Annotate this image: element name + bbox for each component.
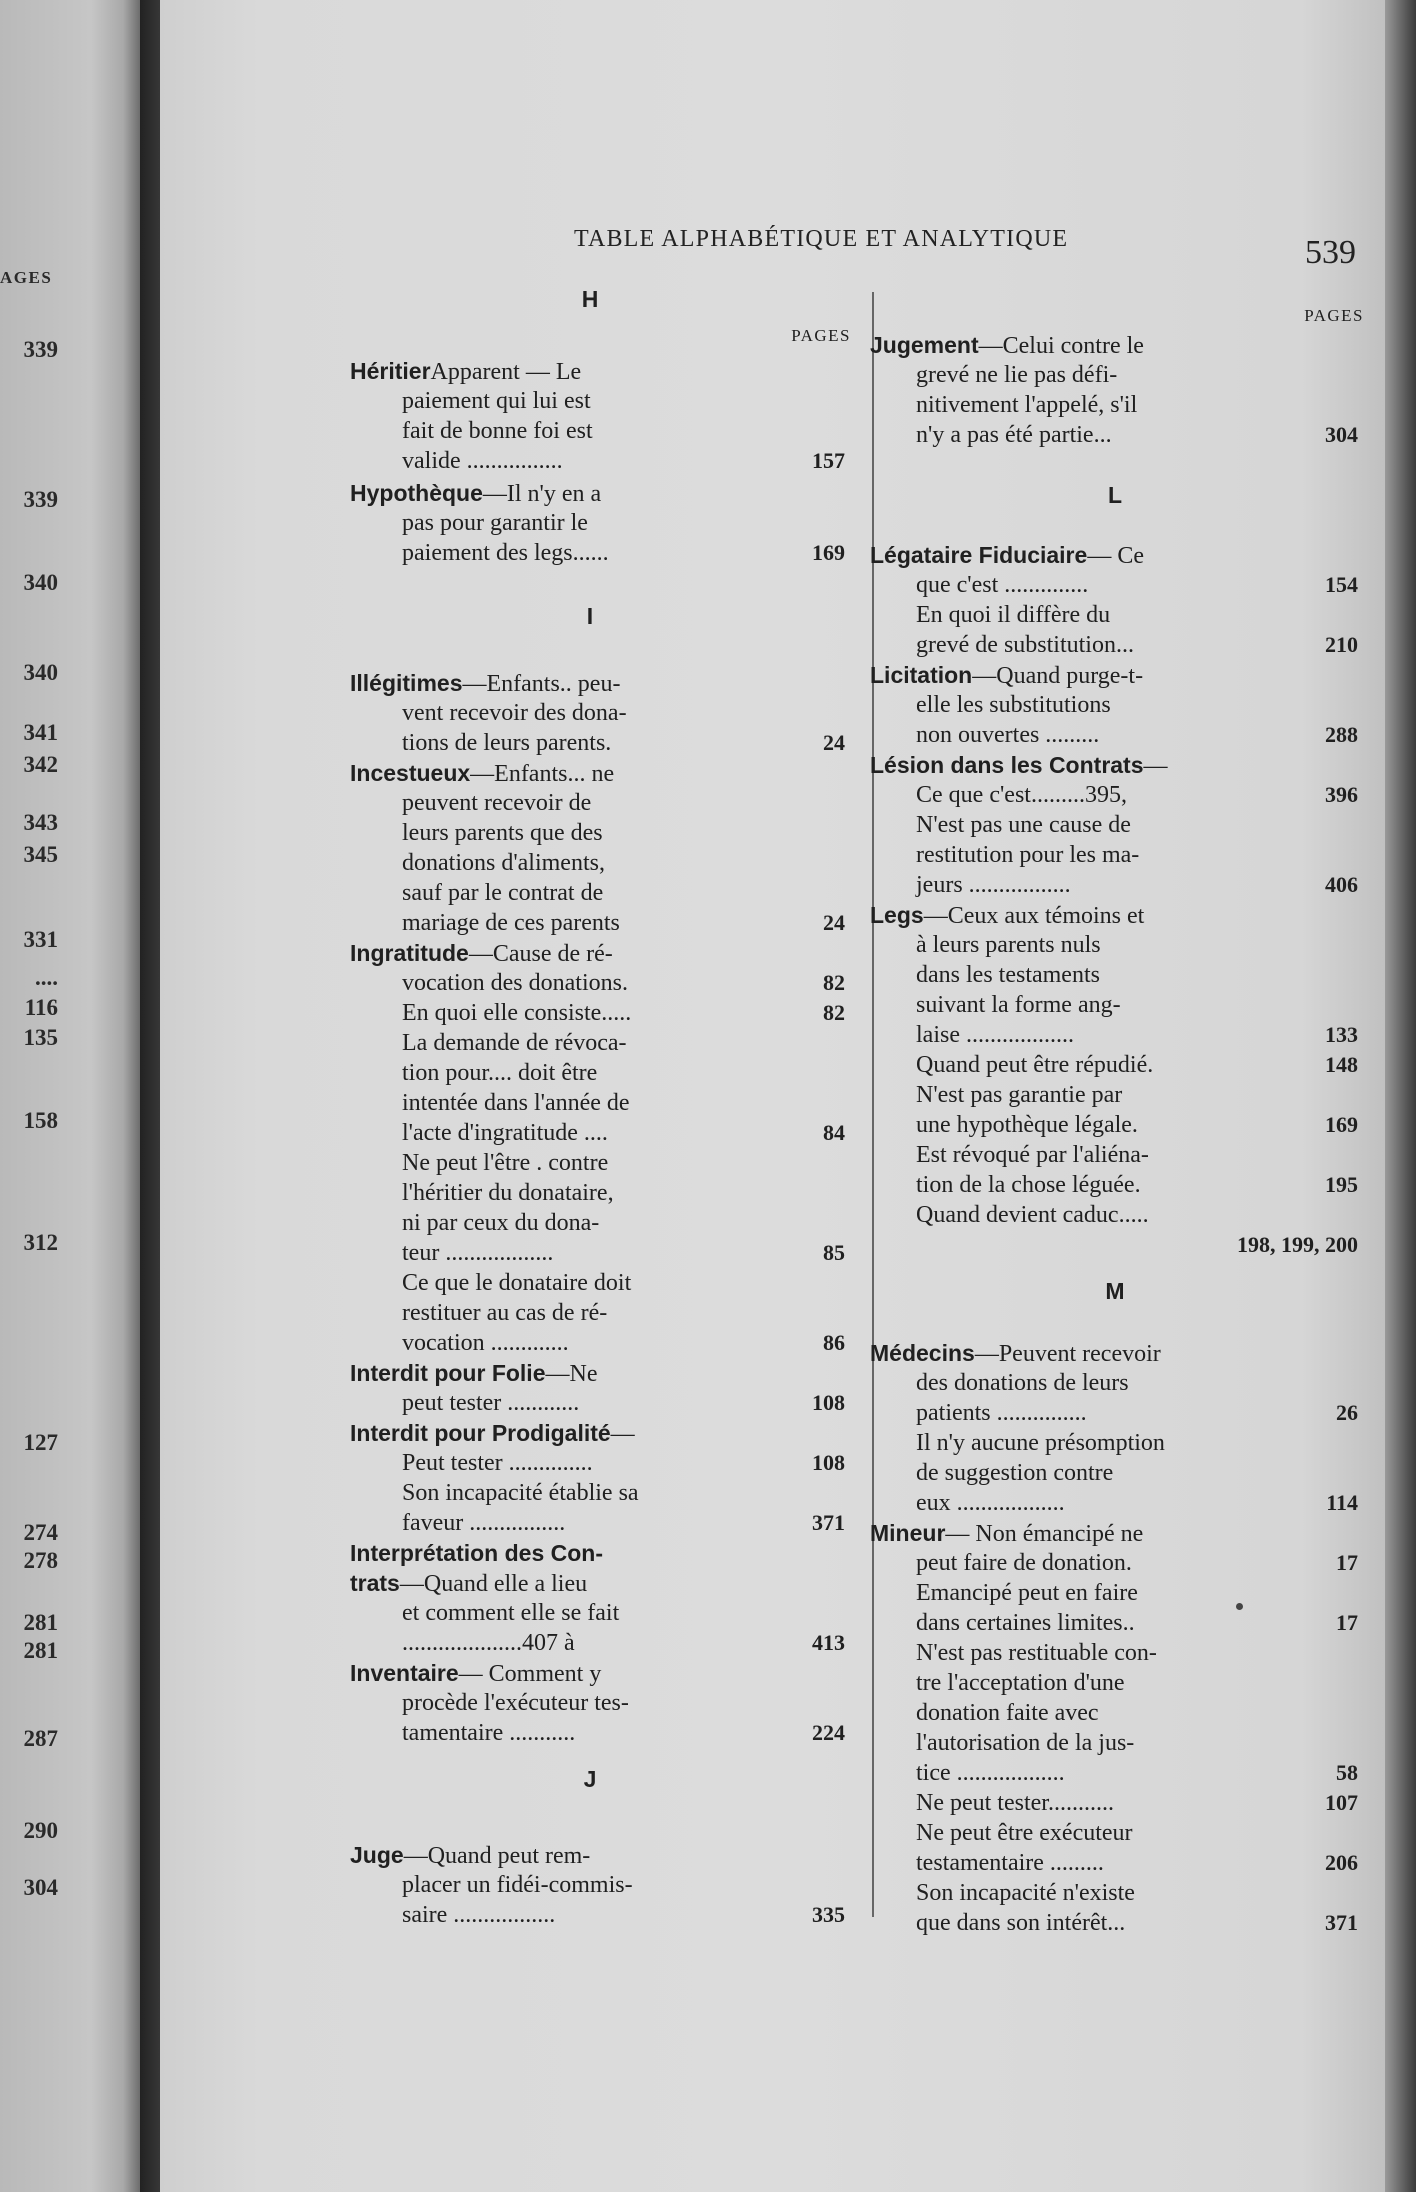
index-entry-text: Son incapacité établie sa [402,1480,639,1506]
index-entry-text: dans les testaments [916,962,1100,988]
index-entry-text: donations d'aliments, [402,850,605,876]
index-entry-text: grevé ne lie pas défi- [916,362,1118,388]
index-line [350,1688,855,1718]
index-line [870,390,1360,420]
prev-page-number: 340 [23,660,58,685]
prev-page-number: 304 [23,1875,58,1900]
index-line [870,1020,1360,1050]
page-reference: 406 [1325,872,1358,897]
index-entry-text: procède l'exécuteur tes- [402,1690,629,1716]
index-line [870,1200,1360,1230]
index-line [350,968,855,998]
index-entry-text: peut tester ............ [402,1390,580,1416]
index-entry-text: et comment elle se fait [402,1600,620,1626]
page-reference: 157 [812,448,845,473]
prev-page-number: 116 [24,995,58,1020]
index-line [350,1718,855,1748]
index-line [350,1268,855,1298]
index-line [870,1428,1360,1458]
index-entry-text: Son incapacité n'existe [916,1880,1135,1906]
page-reference: 169 [1325,1112,1358,1137]
index-entry-text [350,1358,777,1389]
index-entry-text: ....................407 à [402,1630,575,1656]
index-headword: Interdit pour Folie [350,1360,546,1386]
page-reference: 154 [1325,572,1358,597]
page-reference: 224 [812,1720,845,1745]
index-headword: Incestueux [350,760,471,786]
index-line [350,1298,855,1328]
index-line [350,1238,855,1268]
index-line [870,570,1360,600]
index-line [350,1388,855,1418]
index-line [870,1140,1360,1170]
index-entry-text: La demande de révoca- [402,1030,627,1056]
index-entry-text: n'y a pas été partie... [916,422,1112,448]
index-line [870,600,1360,630]
index-entry-text: que c'est .............. [916,572,1089,598]
index-entry-text [350,668,777,699]
index-line [350,1538,855,1568]
index-entry-text: Quand peut être répudié. [916,1052,1154,1078]
page-reference: 84 [823,1120,845,1145]
index-line [350,1178,855,1208]
section-letter-h: H [581,286,599,312]
prev-page-number: 342 [23,752,58,777]
index-entry-text: Ne peut l'être . contre [402,1150,609,1176]
index-line [350,908,855,938]
index-entry-text: N'est pas restituable con- [916,1640,1157,1666]
index-entry-text: nitivement l'appelé, s'il [916,392,1138,418]
page-number: 539 [1305,234,1356,271]
index-entry-text [350,1658,777,1689]
index-entry-text: N'est pas une cause de [916,812,1131,838]
prev-page-number: 340 [23,570,58,595]
page-reference: 82 [823,1000,845,1025]
index-entry-text: saire ................. [402,1902,556,1928]
index-line [350,538,855,568]
index-line [870,360,1360,390]
index-line [870,1458,1360,1488]
index-entry-text: Est révoqué par l'aliéna- [916,1142,1149,1168]
section-letter-m: M [1105,1278,1125,1304]
section-letter-i: I [586,603,594,629]
index-entry-text [870,660,1288,691]
prev-page-number: 287 [23,1726,58,1751]
index-line [870,1080,1360,1110]
index-entry-text: teur .................. [402,1240,554,1266]
index-entry-text: sauf par le contrat de [402,880,604,906]
index-entry-text: suivant la forme ang- [916,992,1121,1018]
index-entry-text: Peut tester .............. [402,1450,593,1476]
page-reference: 85 [823,1240,845,1265]
index-entry-text [350,1840,777,1871]
index-entry-text: restituer au cas de ré- [402,1300,608,1326]
index-entry-text [350,1418,777,1449]
index-entry-text [350,356,777,387]
index-line [870,1848,1360,1878]
index-line [870,1818,1360,1848]
prev-page-number: 135 [23,1025,58,1050]
index-line [870,1638,1360,1668]
index-line [350,446,855,476]
index-entry-gloss: —Enfants... ne [470,761,615,787]
index-entry-text: tion pour.... doit être [402,1060,598,1086]
page-reference: 133 [1325,1022,1358,1047]
index-line [350,416,855,446]
index-line [350,728,855,758]
prev-page-number: 339 [23,487,58,512]
index-entry-text: leurs parents que des [402,820,603,846]
index-line [350,818,855,848]
index-line [870,900,1360,930]
index-entry-text [870,750,1288,781]
index-headword: Héritier [350,358,431,384]
index-entry-text: testamentaire ......... [916,1850,1104,1876]
index-entry-text: vent recevoir des dona- [402,700,627,726]
index-entry-gloss: —Quand peut rem- [403,1843,591,1869]
page-reference: 169 [812,540,845,565]
index-line [870,1758,1360,1788]
index-entry-text: Ce que c'est.........395, [916,782,1127,808]
prev-page-number: 341 [23,720,58,745]
pages-label-left: PAGES [791,326,851,345]
index-line [870,780,1360,810]
index-headword: Mineur [870,1520,946,1546]
index-line [870,630,1360,660]
index-line [870,1050,1360,1080]
ink-speck [1236,1603,1243,1610]
index-entry-text: tamentaire ........... [402,1720,576,1746]
index-headword: Lésion dans les Contrats [870,752,1144,778]
index-line [870,1908,1360,1938]
index-entry-text: Ne peut être exécuteur [916,1820,1133,1846]
index-entry-text [870,1338,1288,1369]
index-entry-text: tre l'acceptation d'une [916,1670,1125,1696]
index-line [870,960,1360,990]
page-reference: 371 [812,1510,845,1535]
index-entry-text: Emancipé peut en faire [916,1580,1138,1606]
index-line [870,1668,1360,1698]
index-line [870,840,1360,870]
index-line [350,878,855,908]
index-line [350,1088,855,1118]
index-entry-gloss: —Peuvent recevoir [974,1341,1161,1367]
index-line [350,1568,855,1598]
page-reference: 148 [1325,1052,1358,1077]
index-entry-text: que dans son intérêt... [916,1910,1126,1936]
index-line [350,1658,855,1688]
prev-page-number: .... [35,965,58,990]
prev-page-number: 158 [23,1108,58,1133]
section-letter-j: J [583,1766,597,1792]
index-line [350,1628,855,1658]
index-line [870,1698,1360,1728]
index-line [350,668,855,698]
index-entry-text: eux .................. [916,1490,1065,1516]
index-entry-gloss: — [1143,753,1168,779]
page-reference: 371 [1325,1910,1358,1935]
index-headword: Jugement [870,332,979,358]
index-line [870,690,1360,720]
index-entry-text [350,478,777,509]
prev-page-number: 290 [23,1818,58,1843]
index-line [350,1448,855,1478]
index-entry-text: N'est pas garantie par [916,1082,1123,1108]
page-reference: 288 [1325,722,1358,747]
index-entry-text: En quoi il diffère du [916,602,1111,628]
index-entry-text: non ouvertes ......... [916,722,1100,748]
index-line [870,420,1360,450]
index-line [350,1418,855,1448]
index-line [870,1548,1360,1578]
index-entry-text: mariage de ces parents [402,910,620,936]
index-entry-text: paiement qui lui est [402,388,591,414]
index-entry-gloss: —Cause de ré- [468,941,613,967]
page-reference: 413 [812,1630,845,1655]
index-line [870,1338,1360,1368]
page-reference: 26 [1336,1400,1358,1425]
index-entry-text: tice .................. [916,1760,1065,1786]
index-entry-text: fait de bonne foi est [402,418,593,444]
index-line [870,1398,1360,1428]
index-headword: Licitation [870,662,973,688]
index-line [870,930,1360,960]
index-line [350,508,855,538]
prev-page-number: 345 [23,842,58,867]
index-line [870,1788,1360,1818]
index-line [870,1728,1360,1758]
page-reference: 198, 199, 200 [1237,1232,1358,1257]
page-reference: 108 [812,1450,845,1475]
index-line [350,356,855,386]
index-headword: Ingratitude [350,940,469,966]
index-line [870,1518,1360,1548]
index-line [870,1368,1360,1398]
index-entry-gloss: — [610,1421,635,1447]
index-line [870,720,1360,750]
page-reference: 396 [1325,782,1358,807]
index-headword: Juge [350,1842,404,1868]
index-headword: Illégitimes [350,670,463,696]
prev-page-number: 281 [23,1610,58,1635]
index-line [350,1208,855,1238]
page-reference: 335 [812,1902,845,1927]
index-entry-text: grevé de substitution... [916,632,1134,658]
index-line [870,1488,1360,1518]
index-entry-text: faveur ................ [402,1510,566,1536]
previous-page-edge [0,0,140,2192]
index-headword: Médecins [870,1340,975,1366]
page-reference: 24 [823,910,845,935]
page-reference: 195 [1325,1172,1358,1197]
index-line [350,1870,855,1900]
index-entry-gloss: —Ceux aux témoins et [923,903,1145,929]
index-entry-gloss: —Quand elle a lieu [399,1571,588,1597]
index-entry-text: vocation ............. [402,1330,569,1356]
index-line [350,758,855,788]
index-line [350,1028,855,1058]
index-entry-text: peut faire de donation. [916,1550,1132,1576]
index-entry-text: de suggestion contre [916,1460,1114,1486]
index-line [350,1598,855,1628]
index-line [350,1478,855,1508]
index-entry-text: jeurs ................. [916,872,1071,898]
index-entry-text: l'autorisation de la jus- [916,1730,1135,1756]
page-edge [1385,0,1416,2192]
index-entry-text [870,900,1288,931]
index-entry-text: restitution pour les ma- [916,842,1140,868]
page-title: TABLE ALPHABÉTIQUE ET ANALYTIQUE [574,226,1069,252]
prev-pages-label: AGES [0,268,53,287]
index-entry-text: des donations de leurs [916,1370,1129,1396]
index-entry-gloss: —Ne [545,1361,598,1387]
index-line [350,1328,855,1358]
index-entry-text: intentée dans l'année de [402,1090,630,1116]
index-line [870,990,1360,1020]
page-reference: 86 [823,1330,845,1355]
index-page [160,0,1400,2192]
prev-page-number: 312 [23,1230,58,1255]
index-entry-text: donation faite avec [916,1700,1099,1726]
index-entry-text: dans certaines limites.. [916,1610,1135,1636]
index-line [870,750,1360,780]
index-entry-text: l'héritier du donataire, [402,1180,614,1206]
index-entry-text: Quand devient caduc..... [916,1202,1149,1228]
index-line [350,788,855,818]
index-headword: Légataire Fiduciaire [870,542,1088,568]
index-line [350,1840,855,1870]
index-entry-text: valide ................ [402,448,563,474]
index-entry-text: Il n'y aucune présomption [916,1430,1165,1456]
index-line [350,1358,855,1388]
index-line [870,1878,1360,1908]
prev-page-number: 339 [23,337,58,362]
index-line [870,1110,1360,1140]
page-reference: 107 [1325,1790,1358,1815]
pages-label-right: PAGES [1304,306,1364,325]
index-entry-text: elle les substitutions [916,692,1111,718]
index-line [870,870,1360,900]
index-entry-gloss: —Enfants.. peu- [462,671,621,697]
index-entry-text: laise .................. [916,1022,1074,1048]
index-entry-text: ni par ceux du dona- [402,1210,600,1236]
index-line [870,1608,1360,1638]
index-headword: trats [350,1570,400,1596]
index-entry-gloss: — Ce [1087,543,1144,569]
page-reference: 58 [1336,1760,1358,1785]
index-entry-text [350,1568,777,1599]
index-entry-text: l'acte d'ingratitude .... [402,1120,608,1146]
index-line [870,1170,1360,1200]
index-line [870,810,1360,840]
index-line [350,848,855,878]
index-entry-gloss: —Quand purge-t- [972,663,1144,689]
index-entry-text: à leurs parents nuls [916,932,1101,958]
prev-page-number: 278 [23,1548,58,1573]
page-reference: 82 [823,970,845,995]
index-entry-text: pas pour garantir le [402,510,588,536]
index-line [870,1230,1360,1260]
index-line [350,1148,855,1178]
page-reference: 17 [1336,1550,1358,1575]
index-entry-gloss: — Non émancipé ne [945,1521,1144,1547]
page-reference: 17 [1336,1610,1358,1635]
prev-page-number: 343 [23,810,58,835]
page-reference: 108 [812,1390,845,1415]
section-letter-l: L [1107,482,1123,508]
index-entry-text [350,758,777,789]
page-reference: 24 [823,730,845,755]
index-line [350,1118,855,1148]
index-headword: Legs [870,902,924,928]
index-entry-text: Ne peut tester........... [916,1790,1114,1816]
prev-page-number: 127 [23,1430,58,1455]
prev-page-number: 331 [23,927,58,952]
index-entry-text: En quoi elle consiste..... [402,1000,632,1026]
index-headword: Interprétation des Con- [350,1540,604,1566]
index-entry-text: placer un fidéi-commis- [402,1872,633,1898]
index-entry-gloss: —Celui contre le [978,333,1144,359]
index-entry-gloss: Apparent — Le [430,359,582,385]
index-line [350,938,855,968]
index-entry-text: Ce que le donataire doit [402,1270,632,1296]
index-line [870,330,1360,360]
index-entry-text: paiement des legs...... [402,540,609,566]
index-entry-text: tion de la chose léguée. [916,1172,1141,1198]
index-line [350,998,855,1028]
index-entry-text: vocation des donations. [402,970,628,996]
index-entry-gloss: —Il n'y en a [482,481,602,507]
index-line [350,698,855,728]
index-headword: Interdit pour Prodigalité [350,1420,611,1446]
index-line [870,540,1360,570]
prev-page-number: 274 [23,1520,58,1545]
prev-page-number: 281 [23,1638,58,1663]
index-line [350,478,855,508]
index-line [350,1058,855,1088]
index-line [350,1900,855,1930]
page-reference: 210 [1325,632,1358,657]
page-reference: 114 [1326,1490,1358,1515]
index-entry-text [870,1518,1288,1549]
index-entry-text: patients ............... [916,1400,1087,1426]
index-entry-text: peuvent recevoir de [402,790,592,816]
index-line [350,1508,855,1538]
index-entry-text: une hypothèque légale. [916,1112,1138,1138]
index-headword: Hypothèque [350,480,483,506]
page-reference: 304 [1325,422,1358,447]
index-headword: Inventaire [350,1660,459,1686]
index-entry-text: tions de leurs parents. [402,730,612,756]
index-line [350,386,855,416]
page-reference: 206 [1325,1850,1358,1875]
index-line [870,1578,1360,1608]
index-entry-text [350,938,777,969]
index-entry-gloss: — Comment y [458,1661,602,1687]
index-entry-text [350,1538,777,1569]
index-entry-text [870,330,1288,361]
index-line [870,660,1360,690]
index-entry-text [870,540,1288,571]
